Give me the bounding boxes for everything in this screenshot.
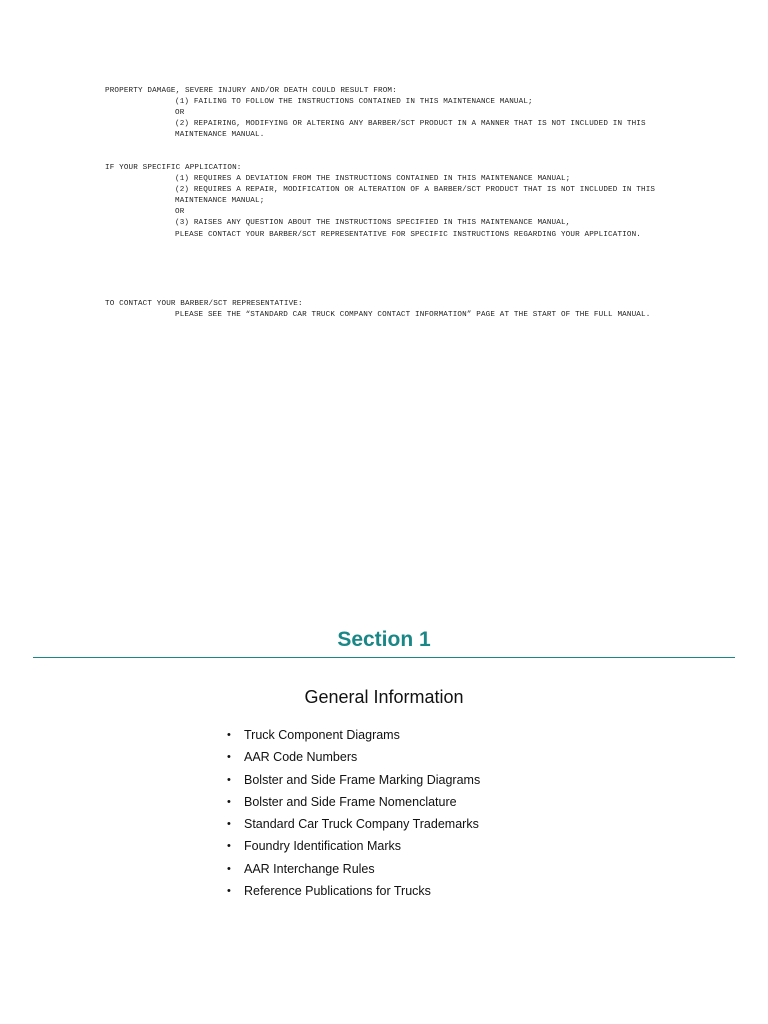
topic-list	[227, 724, 481, 902]
list-item	[227, 813, 480, 835]
warning-lead-text: PROPERTY DAMAGE, SEVERE INJURY AND/OR DEATH COULD RESULT FROM:	[105, 87, 397, 95]
warning-block-contact	[105, 299, 665, 321]
bullet-icon: •	[227, 862, 231, 875]
warning-lead-text: IF YOUR SPECIFIC APPLICATION:	[105, 164, 242, 172]
bullet-icon: •	[227, 751, 231, 764]
warning-item: (3) RAISES ANY QUESTION ABOUT THE INSTRUCTIONS SPECIFIED IN THIS MAINTENANCE MANUAL,	[175, 219, 571, 228]
list-item	[227, 769, 481, 791]
list-item-label: Bolster and Side Frame Nomenclature	[244, 794, 457, 809]
warning-item: OR	[175, 208, 185, 217]
list-item	[227, 724, 480, 746]
warning-item: (2) REQUIRES A REPAIR, MODIFICATION OR ALTERATION OF A BARBER/SCT PRODUCT THAT IS NOT INCLUDED IN THIS MAINTENANCE MANUAL;	[175, 186, 656, 206]
list-item-label: Foundry Identification Marks	[244, 839, 402, 854]
warning-item: PLEASE SEE THE “STANDARD CAR TRUCK COMPANY CONTACT INFORMATION” PAGE AT THE START OF THE FULL MANUAL.	[175, 311, 651, 320]
bullet-icon: •	[227, 795, 231, 808]
bullet-icon: •	[227, 885, 231, 898]
warning-block-application	[105, 163, 665, 241]
list-item	[227, 746, 480, 768]
warning-item: OR	[175, 109, 185, 118]
warning-item: (1) REQUIRES A DEVIATION FROM THE INSTRUCTIONS CONTAINED IN THIS MAINTENANCE MANUAL;	[175, 175, 571, 184]
list-item-label: Bolster and Side Frame Marking Diagrams	[244, 772, 481, 787]
list-item-label: AAR Interchange Rules	[244, 861, 375, 876]
list-item	[227, 835, 480, 857]
list-item	[227, 880, 480, 902]
bullet-icon: •	[227, 840, 231, 853]
warning-item: PLEASE CONTACT YOUR BARBER/SCT REPRESENTATIVE FOR SPECIFIC INSTRUCTIONS REGARDING YOUR APPLICATION.	[175, 230, 641, 239]
list-item	[227, 791, 480, 813]
warning-item: (2) REPAIRING, MODIFYING OR ALTERING ANY BARBER/SCT PRODUCT IN A MANNER THAT IS NOT INCLUDED IN THIS MAINTENANCE MANUAL.	[175, 120, 646, 140]
section-divider	[33, 657, 735, 658]
warning-block-result	[105, 86, 665, 141]
section-title: Section 1	[337, 628, 431, 651]
warning-item: (1) FAILING TO FOLLOW THE INSTRUCTIONS CONTAINED IN THIS MAINTENANCE MANUAL;	[175, 98, 533, 107]
bullet-icon: •	[227, 773, 231, 786]
bullet-icon: •	[227, 729, 231, 741]
list-item-label: AAR Code Numbers	[244, 750, 358, 765]
list-item-label: Reference Publications for Trucks	[244, 884, 431, 899]
list-item	[227, 858, 480, 880]
warning-lead-text: TO CONTACT YOUR BARBER/SCT REPRESENTATIVE:	[105, 300, 303, 308]
list-item-label: Truck Component Diagrams	[244, 728, 400, 742]
list-item-label: Standard Car Truck Company Trademarks	[244, 817, 479, 832]
bullet-icon: •	[227, 818, 231, 831]
section-subtitle: General Information	[304, 687, 464, 707]
